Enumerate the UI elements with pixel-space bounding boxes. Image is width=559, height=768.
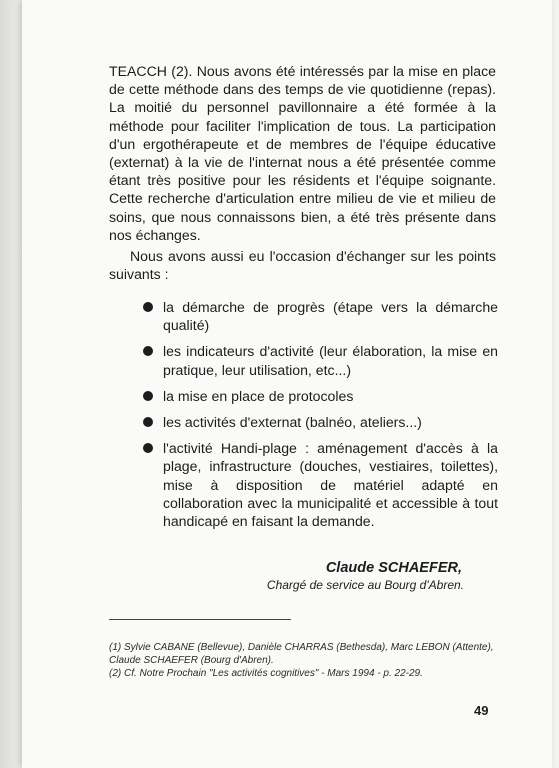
signature-role: Chargé de service au Bourg d'Abren. <box>266 578 464 592</box>
bullet-item <box>142 439 498 530</box>
footnote-1: (1) Sylvie CABANE (Bellevue), Danièle CHARRAS (Bethesda), Marc LEBON (Attente), Claude SCHAEFER (Bourg d'Abren). <box>109 642 494 666</box>
bullet-text: la démarche de progrès (étape vers la démarche qualité) <box>163 299 498 334</box>
bullet-icon <box>143 302 153 312</box>
bullet-item <box>142 413 498 431</box>
body-paragraph-1: TEACCH (2). Nous avons été intéressés par la mise en place de cette méthode dans des temps de vie quotidienne (repas). La moitié du personnel pavillonnaire a été formée à la méthode pour faciliter l'implication de tous. La participation d'un ergothérapeute et de membres de l'équipe éducative (externat) à la vie de l'internat nous a été présentée comme étant très positive pour les résidents et l'équipe soignante. Cette recherche d'articulation entre milieu de vie et milieu de soins, que nous connaissons bien, a été très présente dans nos échanges. <box>109 63 496 243</box>
bullet-text: la mise en place de protocoles <box>163 387 354 404</box>
bullet-text: l'activité Handi-plage : aménagement d'accès à la plage, infrastructure (douches, vestiaires, toilettes), mise à disposition de matériel adapté en collaboration avec la municipalité et accessible à tout handicapé en faisant la demande. <box>163 440 498 530</box>
signature-name: Claude SCHAEFER, <box>325 560 462 576</box>
bullet-icon <box>143 417 153 427</box>
footnote-2: (2) Cf. Notre Prochain "Les activités cognitives" - Mars 1994 - p. 22-29. <box>109 668 423 679</box>
bullet-text: les indicateurs d'activité (leur élaboration, la mise en pratique, leur utilisation, etc...) <box>163 343 498 378</box>
bullet-item <box>142 298 498 334</box>
bullet-text: les activités d'externat (balnéo, ateliers...) <box>163 414 422 431</box>
document-page <box>22 0 552 768</box>
bullet-item <box>142 342 498 378</box>
footnote-divider <box>109 619 291 620</box>
bullet-item <box>142 387 498 405</box>
body-paragraph-2: Nous avons aussi eu l'occasion d'échanger sur les points suivants : <box>109 248 496 283</box>
bullet-list <box>142 298 498 538</box>
book-binding-shadow <box>0 0 22 768</box>
bullet-icon <box>143 346 153 356</box>
bullet-icon <box>143 391 153 401</box>
bullet-icon <box>143 443 153 453</box>
page-number: 49 <box>474 703 489 718</box>
